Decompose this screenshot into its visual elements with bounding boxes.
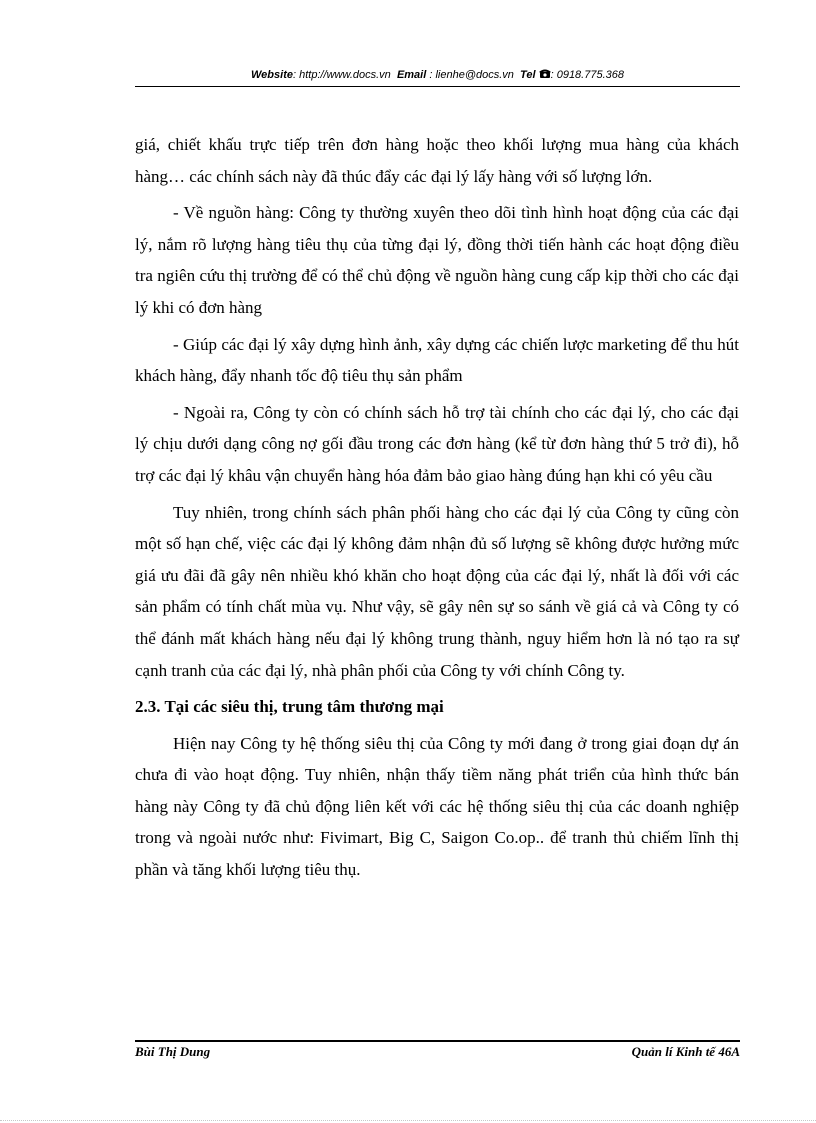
tel-label: Tel bbox=[520, 69, 536, 81]
page-header bbox=[135, 66, 740, 85]
footer-divider bbox=[135, 1040, 740, 1042]
footer-class: Quản lí Kinh tế 46A bbox=[631, 1044, 740, 1059]
paragraph-limitations: Tuy nhiên, trong chính sách phân phối hàng cho các đại lý của Công ty cũng còn một số hạn chế, việc các đại lý không đảm nhận đủ số lượng sẽ không được hưởng mức giá ưu đãi đã gây nên nhiều khó khăn cho hoạt động của các đại lý, nhất là đối với các sản phẩm có tính chất mùa vụ. Như vậy, sẽ gây nên sự so sánh về giá cả và Công ty có thể đánh mất khách hàng nếu đại lý không trung thành, nguy hiểm hơn là nó tạo ra sự cạnh tranh của các đại lý, nhà phân phối của Công ty với chính Công ty. bbox=[135, 502, 739, 680]
page-bottom-edge bbox=[0, 1120, 816, 1121]
paragraph-finance: - Ngoài ra, Công ty còn có chính sách hỗ trợ tài chính cho các đại lý, cho các đại lý chịu dưới dạng công nợ gối đầu trong các đơn hàng (kể từ đơn hàng thứ 5 trở đi), hỗ trợ các đại lý khâu vận chuyển hàng hóa đảm bảo giao hàng đúng hạn khi có yêu cầu bbox=[135, 402, 739, 485]
document-body bbox=[135, 129, 739, 891]
paragraph-supermarkets: Hiện nay Công ty hệ thống siêu thị của Công ty mới đang ở trong giai đoạn dự án chưa đi vào hoạt động. Tuy nhiên, nhận thấy tiềm năng phát triển của hình thức bán hàng này Công ty đã chủ động liên kết với các hệ thống siêu thị của các doanh nghiệp trong và ngoài nước như: Fivimart, Big C, Saigon Co.op.. để tranh thủ chiếm lĩnh thị phần và tăng khối lượng tiêu thụ. bbox=[135, 733, 739, 880]
email-label: Email bbox=[396, 69, 427, 81]
website-label: Website bbox=[251, 69, 293, 81]
paragraph-supply: - Về nguồn hàng: Công ty thường xuyên theo dõi tình hình hoạt động của các đại lý, nắm rõ lượng hàng tiêu thụ của từng đại lý, đồng thời tiến hành các hoạt động điều tra ngiên cứu thị trường để có thể chủ động về nguồn hàng cung cấp kịp thời cho các đại lý khi có đơn hàng bbox=[135, 203, 739, 317]
tel-number: : 0918.775.368 bbox=[550, 69, 624, 81]
section-heading: 2.3. Tại các siêu thị, trung tâm thương mại bbox=[135, 697, 444, 717]
footer-author: Bùi Thị Dung bbox=[135, 1044, 211, 1059]
website-url: : http://www.docs.vn bbox=[292, 69, 391, 81]
email-address: : lienhe@docs.vn bbox=[426, 69, 514, 81]
paragraph-continuation: giá, chiết khấu trực tiếp trên đơn hàng hoặc theo khối lượng mua hàng của khách hàng… các chính sách này đã thúc đẩy các đại lý lấy hàng với số lượng lớn. bbox=[135, 135, 739, 186]
phone-icon bbox=[539, 67, 551, 85]
header-divider bbox=[135, 86, 740, 87]
paragraph-marketing: - Giúp các đại lý xây dựng hình ảnh, xây dựng các chiến lược marketing để thu hút khách hàng, đẩy nhanh tốc độ tiêu thụ sản phẩm bbox=[135, 334, 739, 386]
